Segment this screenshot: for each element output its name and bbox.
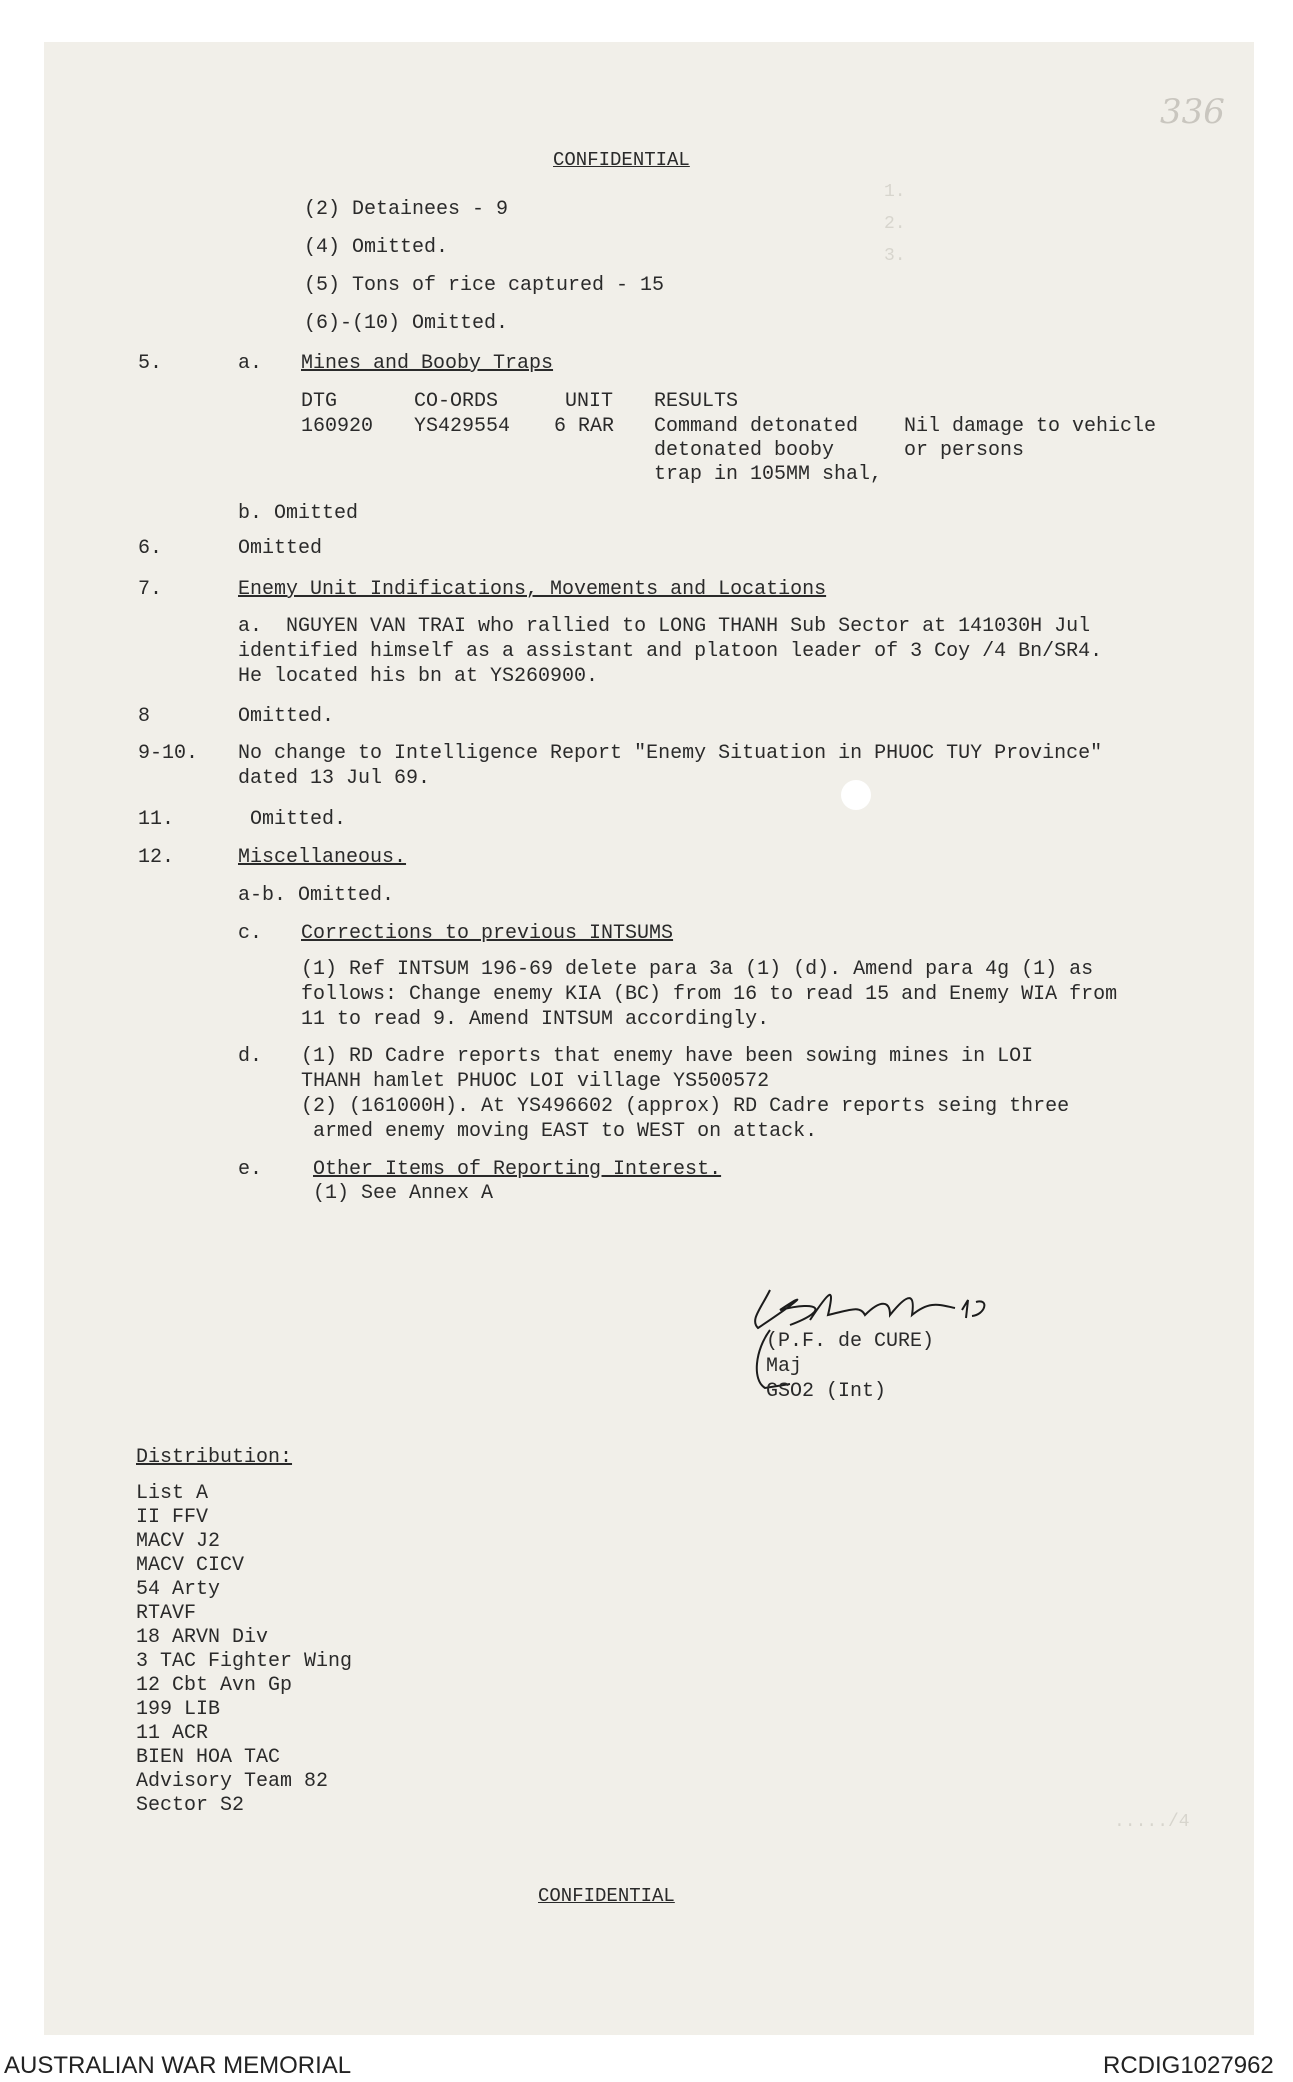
para-12d-line-4: armed enemy moving EAST to WEST on attack. xyxy=(313,1120,818,1143)
list-item: 18 ARVN Div xyxy=(136,1626,269,1649)
row-damage-2: or persons xyxy=(904,439,1025,462)
row-coords: YS429554 xyxy=(414,415,511,438)
para-12d-line-1: (1) RD Cadre reports that enemy have been sowing mines in LOI xyxy=(301,1045,1034,1068)
list-item: 199 LIB xyxy=(136,1698,221,1721)
other-items-heading: Other Items of Reporting Interest. xyxy=(313,1158,722,1181)
para-7a-line-1: a. NGUYEN VAN TRAI who rallied to LONG THANH Sub Sector at 141030H Jul xyxy=(238,615,1091,638)
col-header-coords: CO-ORDS xyxy=(414,390,499,413)
col-header-dtg: DTG xyxy=(301,390,338,413)
para-12d-line-2: THANH hamlet PHUOC LOI village YS500572 xyxy=(301,1070,770,1093)
list-item: 11 ACR xyxy=(136,1722,209,1745)
para-11-text: Omitted. xyxy=(250,808,347,831)
row-result-2: detonated booby xyxy=(654,439,835,462)
punch-hole xyxy=(841,780,871,810)
para-12c-line-2: follows: Change enemy KIA (BC) from 16 to read 15 and Enemy WIA from xyxy=(301,983,1118,1006)
para-number-7: 7. xyxy=(138,578,163,601)
para-8-text: Omitted. xyxy=(238,705,335,728)
sub-label-d: d. xyxy=(238,1045,263,1068)
list-item: 3 TAC Fighter Wing xyxy=(136,1650,353,1673)
corrections-heading: Corrections to previous INTSUMS xyxy=(301,922,674,945)
sub-label-c: c. xyxy=(238,922,263,945)
list-item: RTAVF xyxy=(136,1602,197,1625)
sub-label-e: e. xyxy=(238,1158,263,1181)
para-7a-line-2: identified himself as a assistant and platoon leader of 3 Coy /4 Bn/SR4. xyxy=(238,640,1103,663)
para-12c-line-3: 11 to read 9. Amend INTSUM accordingly. xyxy=(301,1008,770,1031)
list-item: II FFV xyxy=(136,1506,209,1529)
row-damage-1: Nil damage to vehicle xyxy=(904,415,1157,438)
sec4-line-detainees: (2) Detainees - 9 xyxy=(304,198,509,221)
distribution-heading: Distribution: xyxy=(136,1446,293,1469)
row-result-1: Command detonated xyxy=(654,415,859,438)
list-item: Advisory Team 82 xyxy=(136,1770,329,1793)
list-item: 54 Arty xyxy=(136,1578,221,1601)
para-12c-line-1: (1) Ref INTSUM 196-69 delete para 3a (1) (d). Amend para 4g (1) as xyxy=(301,958,1094,981)
para-12e-line-1: (1) See Annex A xyxy=(313,1182,494,1205)
sec4-line-omitted-range: (6)-(10) Omitted. xyxy=(304,312,509,335)
para-number-11: 11. xyxy=(138,808,175,831)
para-9-line-1: No change to Intelligence Report "Enemy Situation in PHUOC TUY Province" xyxy=(238,742,1103,765)
distribution-list xyxy=(136,1482,352,1818)
sub-b-omitted: b. Omitted xyxy=(238,502,359,525)
para-7a-line-3: He located his bn at YS260900. xyxy=(238,665,599,688)
page-number: 336 xyxy=(1160,92,1225,132)
enemy-units-heading: Enemy Unit Indifications, Movements and Locations xyxy=(238,578,827,601)
list-item: Sector S2 xyxy=(136,1794,245,1817)
mines-heading: Mines and Booby Traps xyxy=(301,352,554,375)
para-number-5: 5. xyxy=(138,352,163,375)
list-item: 12 Cbt Avn Gp xyxy=(136,1674,293,1697)
bleed-through-text: ...../4 xyxy=(1114,1812,1190,1832)
row-result-3: trap in 105MM shal, xyxy=(654,463,883,486)
para-12d-line-3: (2) (161000H). At YS496602 (approx) RD Cadre reports seing three xyxy=(301,1095,1070,1118)
sec4-line-omitted: (4) Omitted. xyxy=(304,236,449,259)
para-6-text: Omitted xyxy=(238,537,323,560)
list-item: MACV CICV xyxy=(136,1554,245,1577)
signatory-post: GSO2 (Int) xyxy=(766,1380,887,1403)
col-header-results: RESULTS xyxy=(654,390,739,413)
col-header-unit: UNIT xyxy=(565,390,614,413)
bleed-through-text: 2. xyxy=(884,214,906,234)
list-item: List A xyxy=(136,1482,209,1505)
para-number-9-10: 9-10. xyxy=(138,742,199,765)
archive-label: AUSTRALIAN WAR MEMORIAL xyxy=(4,2052,352,2079)
para-number-6: 6. xyxy=(138,537,163,560)
sec4-line-rice: (5) Tons of rice captured - 15 xyxy=(304,274,665,297)
signatory-rank: Maj xyxy=(766,1355,803,1378)
para-number-12: 12. xyxy=(138,846,175,869)
list-item: BIEN HOA TAC xyxy=(136,1746,281,1769)
para-number-8: 8 xyxy=(138,705,151,728)
row-unit: 6 RAR xyxy=(554,415,615,438)
misc-heading: Miscellaneous. xyxy=(238,846,407,869)
sub-label-a: a. xyxy=(238,352,263,375)
para-9-line-2: dated 13 Jul 69. xyxy=(238,767,431,790)
bleed-through-text: 1. xyxy=(884,182,906,202)
signatory-name: (P.F. de CURE) xyxy=(766,1330,935,1353)
bleed-through-text: 3. xyxy=(884,246,906,266)
classification-footer: CONFIDENTIAL xyxy=(538,1885,675,1907)
archive-reference: RCDIG1027962 xyxy=(1103,2052,1274,2079)
row-dtg: 160920 xyxy=(301,415,374,438)
classification-header: CONFIDENTIAL xyxy=(553,149,690,171)
list-item: MACV J2 xyxy=(136,1530,221,1553)
para-12-ab: a-b. Omitted. xyxy=(238,884,395,907)
